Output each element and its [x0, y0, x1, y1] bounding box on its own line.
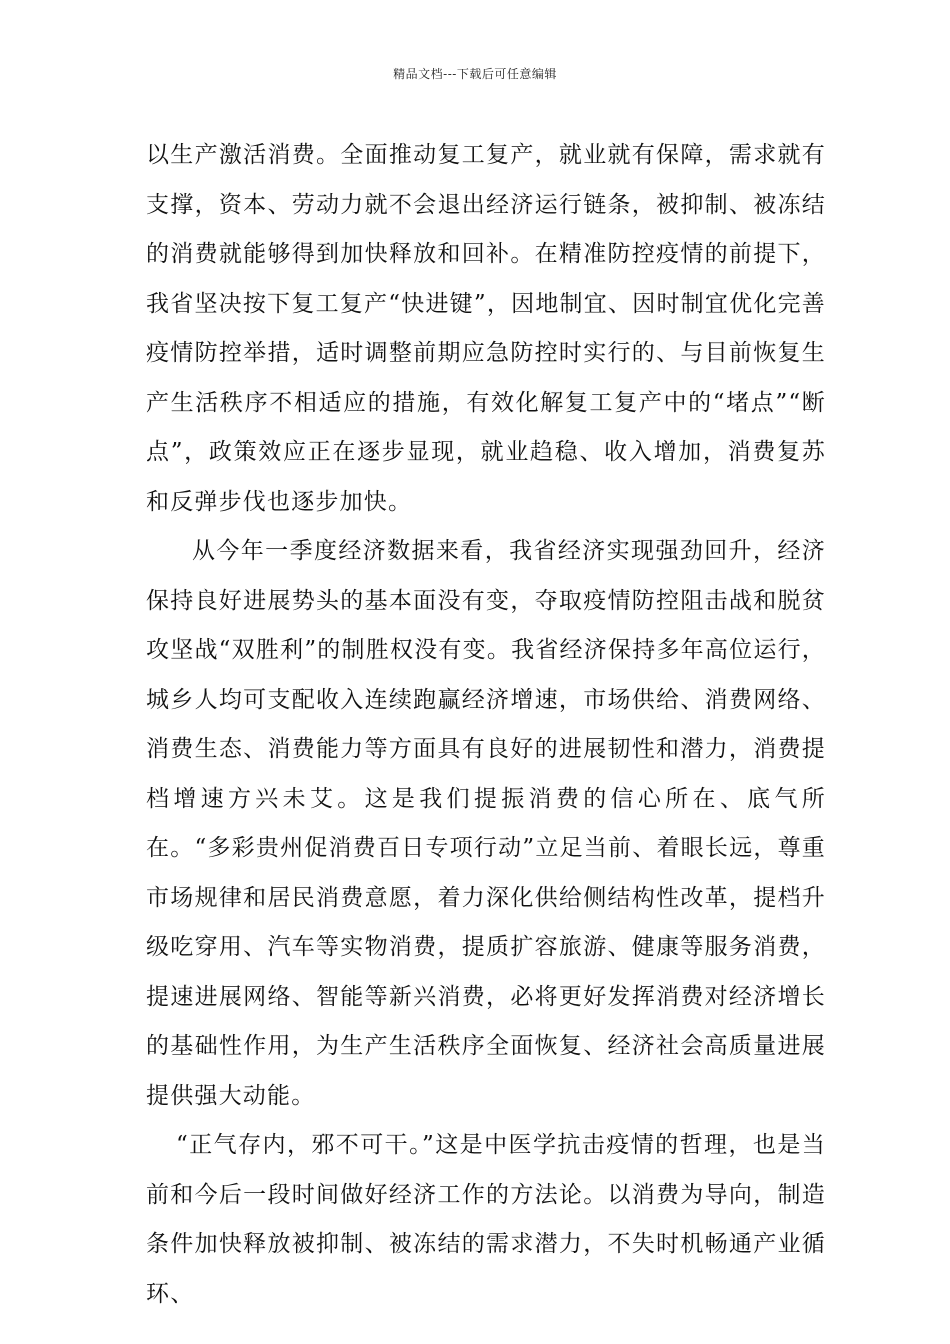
- paragraph-3: “正气存内，邪不可干。”这是中医学抗击疫情的哲理，也是当前和今后一段时间做好经济工作的方法论。以消费为导向，制造条件加快释放被抑制、被冻结的需求潜力，不失时机畅通产业循环、: [146, 1132, 826, 1307]
- paragraph-2: 从今年一季度经济数据来看，我省经济实现强劲回升，经济保持良好进展势头的基本面没有变，夺取疫情防控阻击战和脱贫攻坚战“双胜利”的制胜权没有变。我省经济保持多年高位运行，城乡人均可支配收入连续跑赢经济增速，市场供给、消费网络、消费生态、消费能力等方面具有良好的进展韧性和潜力，消费提档增速方兴未艾。这是我们提振消费的信心所在、底气所在。“多彩贵州促消费百日专项行动”立足当前、着眼长远，尊重市场规律和居民消费意愿，着力深化供给侧结构性改革，提档升级吃穿用、汽车等实物消费，提质扩容旅游、健康等服务消费，提速进展网络、智能等新兴消费，必将更好发挥消费对经济增长的基础性作用，为生产生活秩序全面恢复、经济社会高质量进展提供强大动能。: [146, 538, 826, 1109]
- paragraph-1: 以生产激活消费。全面推动复工复产，就业就有保障，需求就有支撑，资本、劳动力就不会退出经济运行链条，被抑制、被冻结的消费就能够得到加快释放和回补。在精准防控疫情的前提下，我省坚决按下复工复产“快进键”，因地制宜、因时制宜优化完善疫情防控举措，适时调整前期应急防控时实行的、与目前恢复生产生活秩序不相适应的措施，有效化解复工复产中的“堵点”“断点”，政策效应正在逐步显现，就业趋稳、收入增加，消费复苏和反弹步伐也逐步加快。: [146, 142, 826, 515]
- document-body: [146, 131, 826, 1319]
- page-header: 精品文档---下载后可任意编辑: [393, 67, 557, 81]
